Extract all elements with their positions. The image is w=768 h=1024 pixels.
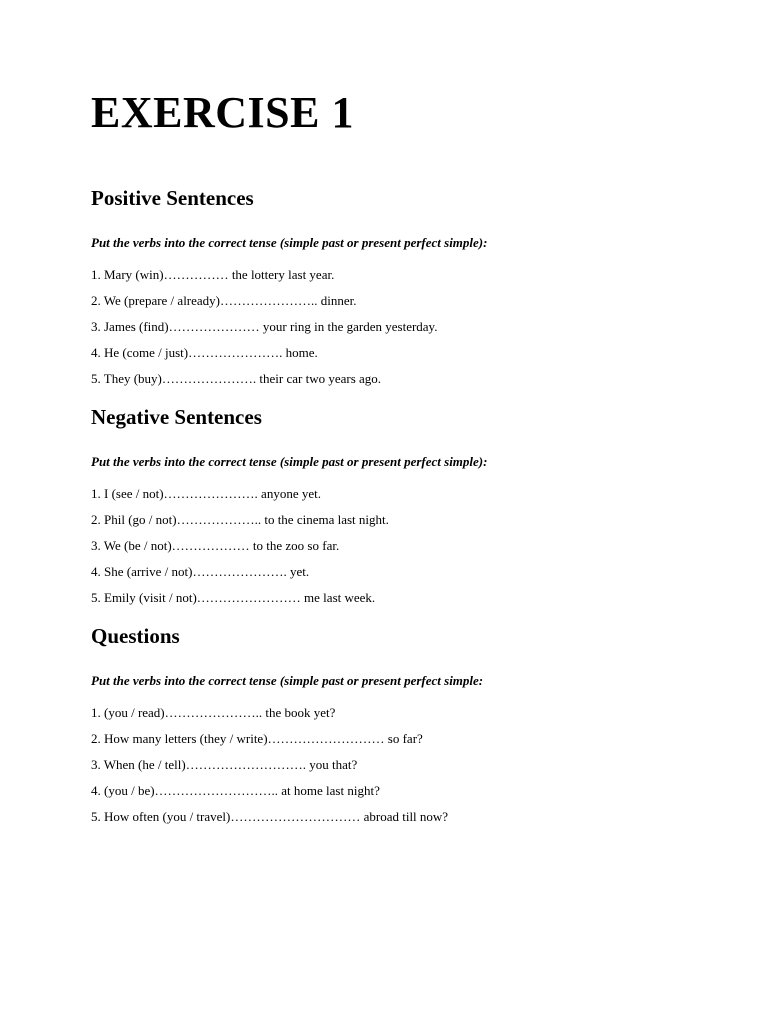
exercise-item: 2. Phil (go / not)……………….. to the cinema last night. [91, 512, 389, 527]
exercise-item: 5. How often (you / travel)………………………… abroad till now? [91, 809, 449, 824]
exercise-item: 3. James (find)………………… your ring in the garden yesterday. [91, 319, 438, 334]
exercise-item: 3. We (be / not)……………… to the zoo so far. [91, 538, 340, 553]
exercise-item: 4. (you / be)……………………….. at home last night? [91, 783, 380, 798]
section-instruction: Put the verbs into the correct tense (simple past or present perfect simple): [91, 454, 488, 469]
exercise-item: 4. He (come / just)…………………. home. [91, 345, 318, 360]
exercise-item: 4. She (arrive / not)…………………. yet. [91, 564, 310, 579]
section-heading: Positive Sentences [91, 186, 254, 210]
exercise-item: 2. We (prepare / already)………………….. dinner. [91, 293, 357, 308]
exercise-item: 1. I (see / not)…………………. anyone yet. [91, 486, 321, 501]
section-instruction: Put the verbs into the correct tense (simple past or present perfect simple): [91, 235, 488, 250]
exercise-list [91, 704, 711, 834]
page-title: EXERCISE 1 [91, 88, 354, 137]
exercise-list [91, 266, 711, 396]
exercise-item: 3. When (he / tell)………………………. you that? [91, 757, 358, 772]
exercise-list [91, 485, 711, 615]
section-questions [91, 622, 711, 834]
section-instruction: Put the verbs into the correct tense (simple past or present perfect simple: [91, 673, 484, 688]
exercise-item: 5. Emily (visit / not)…………………… me last week. [91, 590, 376, 605]
section-heading: Questions [91, 624, 180, 648]
exercise-item: 1. (you / read)………………….. the book yet? [91, 705, 336, 720]
section-positive-sentences [91, 184, 711, 396]
exercise-item: 1. Mary (win)…………… the lottery last year. [91, 267, 335, 282]
exercise-item: 5. They (buy)…………………. their car two years ago. [91, 371, 382, 386]
section-negative-sentences [91, 403, 711, 615]
exercise-item: 2. How many letters (they / write)……………………… so far? [91, 731, 423, 746]
section-heading: Negative Sentences [91, 405, 262, 429]
